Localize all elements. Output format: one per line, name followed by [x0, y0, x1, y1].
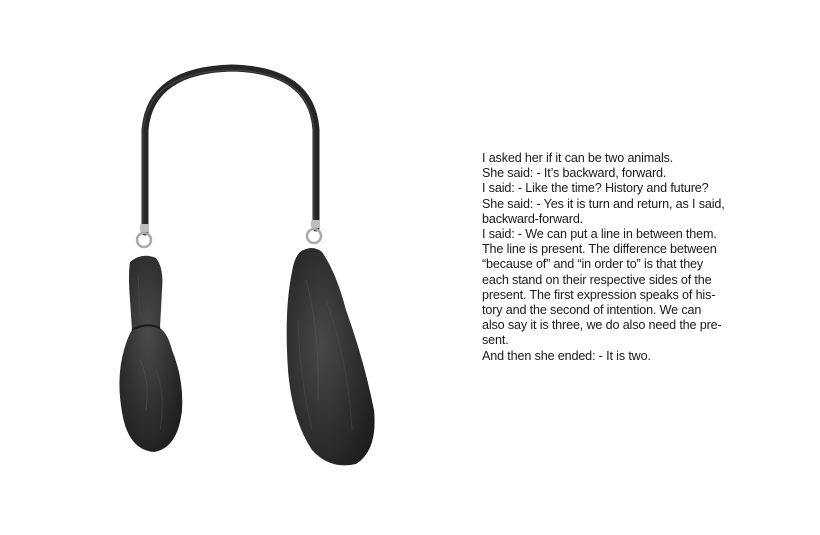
right-wood-pendant [287, 248, 375, 465]
text-line: also say it is three, we do also need the pre- [482, 318, 722, 333]
text-line: The line is present. The difference between [482, 242, 717, 257]
text-line: I said: - Like the time? History and future? [482, 181, 709, 196]
text-line: “because of” and “in order to” is that they [482, 257, 704, 272]
text-line: tory and the second of intention. We can [482, 303, 702, 318]
poem-text [482, 151, 732, 364]
text-line: I asked her if it can be two animals. [482, 151, 674, 165]
text-line: backward-forward. [482, 211, 584, 226]
text-line: She said: - Yes it is turn and return, as I said, [482, 196, 725, 211]
right-ring [307, 229, 321, 243]
text-line: each stand on their respective sides of the [482, 272, 712, 287]
text-line: present. The first expression speaks of his- [482, 287, 716, 302]
text-line: She said: - It’s backward, forward. [482, 166, 667, 181]
text-line: sent. [482, 333, 509, 348]
left-wood-pendant [119, 256, 182, 452]
text-line: I said: - We can put a line in between them. [482, 227, 717, 242]
metal-collar [145, 68, 316, 232]
text-line: And then she ended: - It is two. [482, 348, 651, 363]
